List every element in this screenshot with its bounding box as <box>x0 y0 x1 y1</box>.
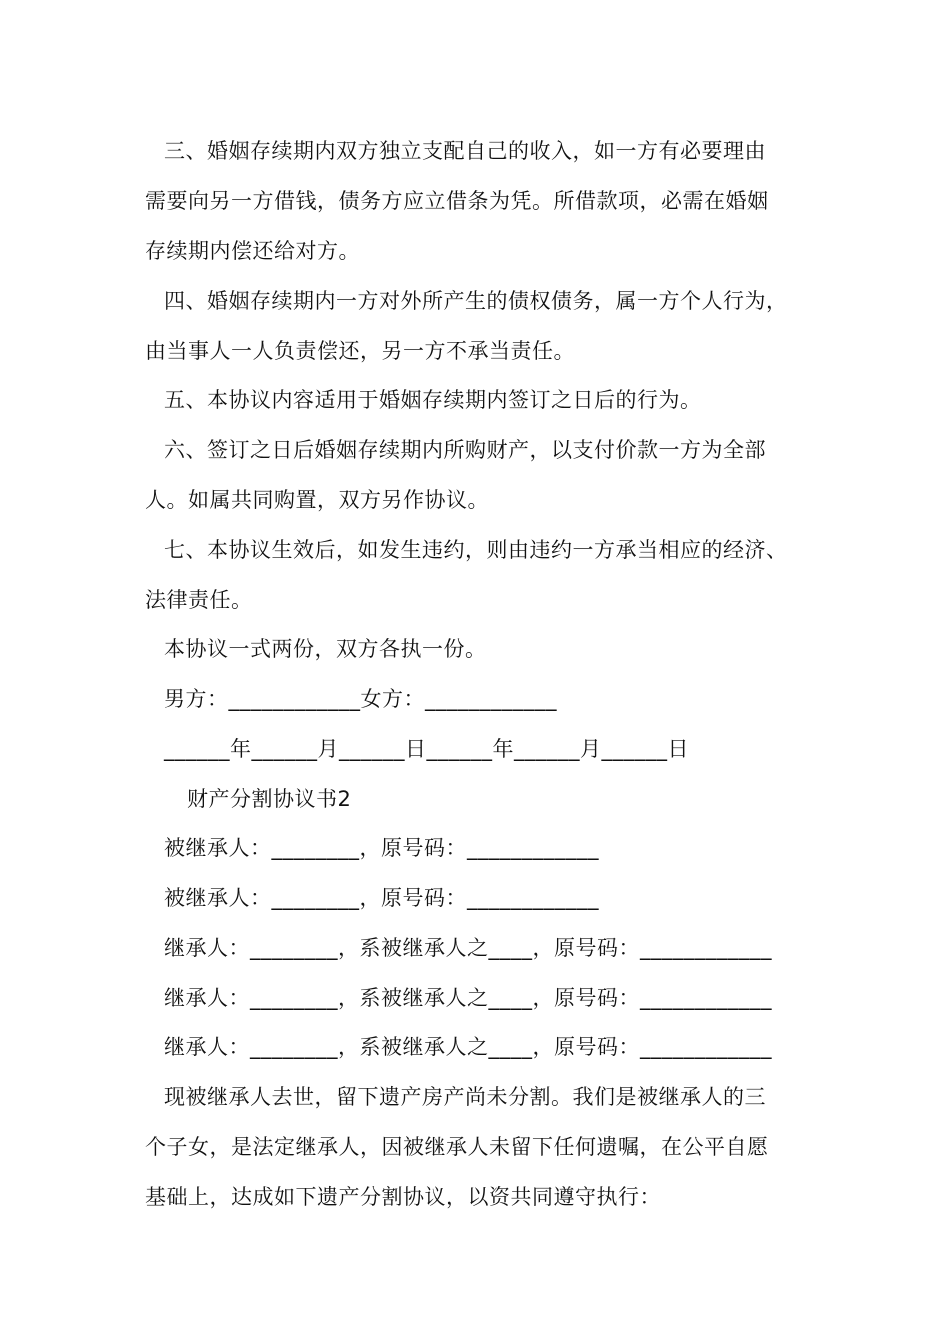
signature-line: 男方：____________女方：____________ <box>164 687 557 711</box>
paragraph-line: 基础上，达成如下遗产分割协议，以资共同遵守执行： <box>145 1185 661 1209</box>
paragraph-line: 七、本协议生效后，如发生违约，则由违约一方承当相应的经济、 <box>164 538 788 562</box>
paragraph-line: 存续期内偿还给对方。 <box>145 239 360 263</box>
paragraph-line: 五、本协议内容适用于婚姻存续期内签订之日后的行为。 <box>164 388 702 412</box>
paragraph-line: 需要向另一方借钱，债务方应立借条为凭。所借款项，必需在婚姻 <box>145 189 769 213</box>
paragraph-line: 由当事人一人负责偿还，另一方不承当责任。 <box>145 339 575 363</box>
form-line: 继承人：________，系被继承人之____，原号码：____________ <box>164 986 772 1010</box>
paragraph-line: 现被继承人去世，留下遗产房产尚未分割。我们是被继承人的三 <box>164 1085 766 1109</box>
form-line: 继承人：________，系被继承人之____，原号码：____________ <box>164 936 772 960</box>
paragraph-line: 个子女，是法定继承人，因被继承人未留下任何遗嘱，在公平自愿 <box>145 1135 769 1159</box>
section-title: 财产分割协议书2 <box>187 787 352 811</box>
form-line: 继承人：________，系被继承人之____，原号码：____________ <box>164 1035 772 1059</box>
paragraph-line: 本协议一式两份，双方各执一份。 <box>164 637 487 661</box>
date-line: ______年______月______日______年______月______日 <box>164 737 689 761</box>
paragraph-line: 人。如属共同购置，双方另作协议。 <box>145 488 489 512</box>
form-line: 被继承人：________，原号码：____________ <box>164 836 599 860</box>
paragraph-line: 六、签订之日后婚姻存续期内所购财产，以支付价款一方为全部 <box>164 438 766 462</box>
paragraph-line: 法律责任。 <box>145 588 253 612</box>
paragraph-line: 四、婚姻存续期内一方对外所产生的债权债务，属一方个人行为， <box>164 289 788 313</box>
form-line: 被继承人：________，原号码：____________ <box>164 886 599 910</box>
paragraph-line: 三、婚姻存续期内双方独立支配自己的收入，如一方有必要理由 <box>164 139 766 163</box>
